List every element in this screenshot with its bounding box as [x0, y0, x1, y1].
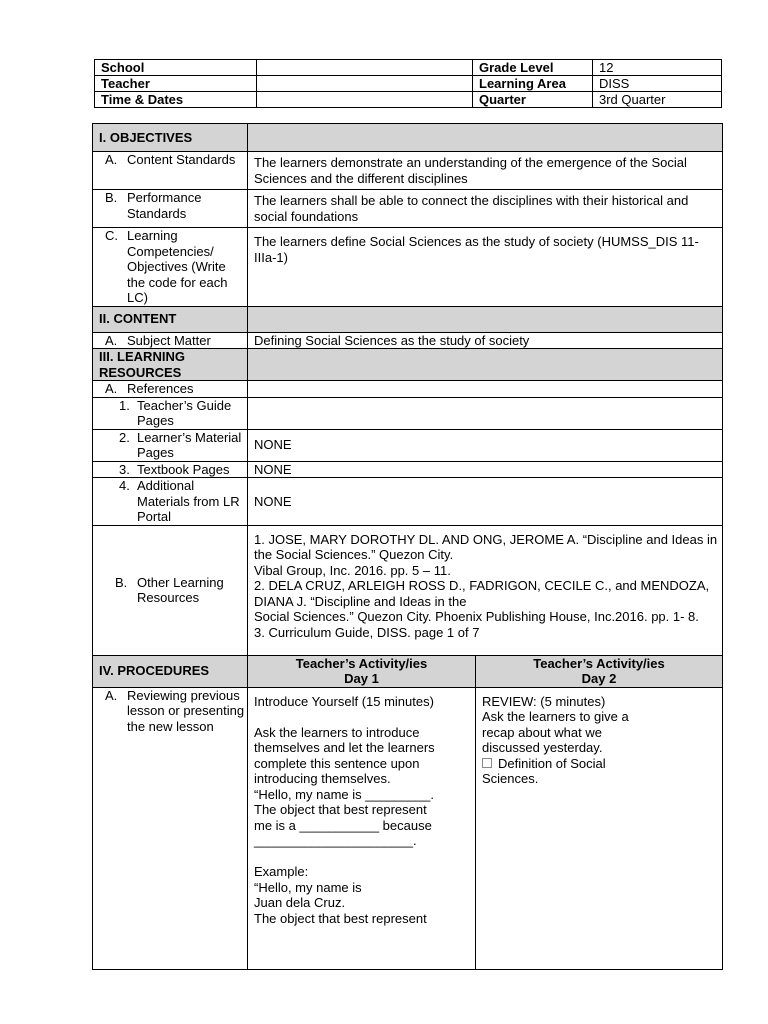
day2-activity [476, 687, 723, 969]
other-resources-value: 1. JOSE, MARY DOROTHY DL. AND ONG, JEROME A. “Discipline and Ideas in the Social Sciences.” Quezon City. Vibal Group, Inc. 2016. pp. 5 – 11. 2. DELA CRUZ, ARLEIGH ROSS D., FADRIGON, CECILE C., and MENDOZA, DIANA J. “Discipline and Ideas in the Social Sciences.” Quezon City. Phoenix Publishing House, Inc.2016. pp. 1- 8. 3. Curriculum Guide, DISS. page 1 of 7 [248, 525, 723, 655]
time-dates-value [257, 92, 473, 108]
teachers-guide-label: 1. Teacher’s Guide Pages [93, 397, 248, 429]
day2-header: Teacher’s Activity/ies Day 2 [476, 655, 723, 687]
learners-material-value: NONE [248, 429, 723, 461]
day1-activity: Introduce Yourself (15 minutes) Ask the learners to introduce themselves and let the learners complete this sentence upon introducing themselves. “Hello, my name is _________. The object that best represent me is a ___________ because ______________________. Example: “Hello, my name is Juan dela Cruz. The object that best represent [248, 687, 476, 969]
other-resources-label: B. Other Learning Resources [93, 525, 248, 655]
lesson-plan-table [92, 123, 723, 970]
learning-competencies-label: C. Learning Competencies/ Objectives (Write the code for each LC) [93, 228, 248, 307]
learning-area-value: DISS [593, 76, 722, 92]
content-standards-value: The learners demonstrate an understanding of the emergence of the Social Sciences and the different disciplines [248, 152, 723, 190]
objectives-heading-blank [248, 124, 723, 152]
references-label: A. References [93, 381, 248, 398]
content-heading-blank [248, 306, 723, 332]
content-heading: II. CONTENT [93, 306, 248, 332]
learning-resources-heading: III. LEARNING RESOURCES [93, 349, 248, 381]
quarter-value: 3rd Quarter [593, 92, 722, 108]
learning-competencies-value: The learners define Social Sciences as the study of society (HUMSS_DIS 11- IIIa-1) [248, 228, 723, 307]
school-label: School [95, 60, 257, 76]
grade-level-label: Grade Level [473, 60, 593, 76]
checkbox-bullet-icon [482, 758, 492, 768]
content-standards-label: A. Content Standards [93, 152, 248, 190]
performance-standards-label: B. Performance Standards [93, 190, 248, 228]
additional-materials-label: 4. Additional Materials from LR Portal [93, 478, 248, 526]
references-value [248, 381, 723, 398]
day2-bullet-item: Definition of Social Sciences. [482, 755, 606, 786]
subject-matter-label: A. Subject Matter [93, 332, 248, 349]
learning-area-label: Learning Area [473, 76, 593, 92]
procedures-heading: IV. PROCEDURES [93, 655, 248, 687]
reviewing-lesson-label: A. Reviewing previous lesson or presenting the new lesson [93, 687, 248, 969]
time-dates-label: Time & Dates [95, 92, 257, 108]
learning-resources-heading-blank [248, 349, 723, 381]
day2-review-text: REVIEW: (5 minutes) Ask the learners to give a recap about what we discussed yesterday. [482, 693, 629, 755]
objectives-heading: I. OBJECTIVES [93, 124, 248, 152]
teacher-value [257, 76, 473, 92]
header-table [94, 59, 722, 108]
teacher-label: Teacher [95, 76, 257, 92]
learners-material-label: 2. Learner’s Material Pages [93, 429, 248, 461]
textbook-pages-value: NONE [248, 461, 723, 478]
performance-standards-value: The learners shall be able to connect the disciplines with their historical and social foundations [248, 190, 723, 228]
day1-header: Teacher’s Activity/ies Day 1 [248, 655, 476, 687]
additional-materials-value: NONE [248, 478, 723, 526]
grade-level-value: 12 [593, 60, 722, 76]
subject-matter-value: Defining Social Sciences as the study of society [248, 332, 723, 349]
teachers-guide-value [248, 397, 723, 429]
school-value [257, 60, 473, 76]
textbook-pages-label: 3. Textbook Pages [93, 461, 248, 478]
quarter-label: Quarter [473, 92, 593, 108]
